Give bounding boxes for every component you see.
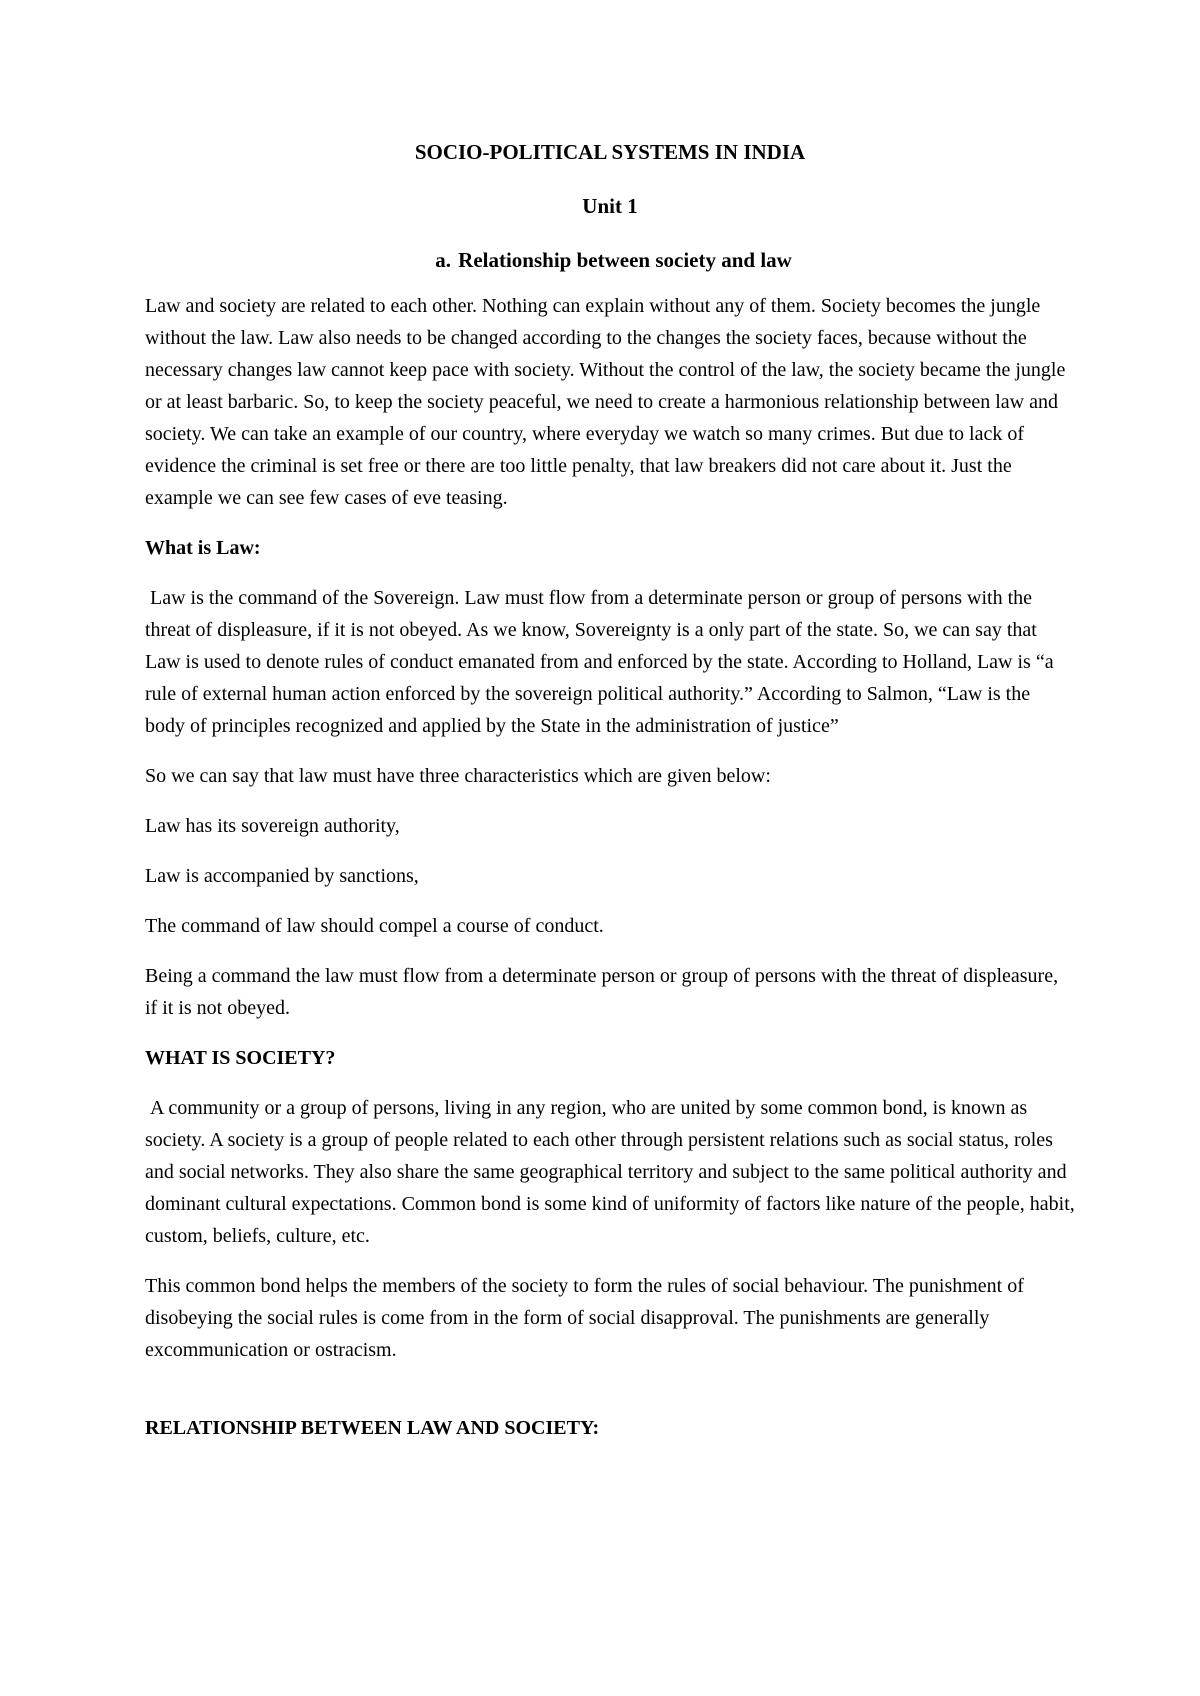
section-title bbox=[145, 244, 1075, 276]
what-is-society-paragraph: A community or a group of persons, living in any region, who are united by some common bond, is known as society. A society is a group of people related to each other through persistent relations such as social status, roles and social networks. They also share the same geographical territory and subject to the same political authority and dominant cultural expectations. Common bond is some kind of uniformity of factors like nature of the people, habit, custom, beliefs, culture, etc. bbox=[145, 1097, 1080, 1247]
relationship-heading: RELATIONSHIP BETWEEN LAW AND SOCIETY: bbox=[145, 1417, 600, 1439]
command-paragraph: Being a command the law must flow from a determinate person or group of persons with the threat of displeasure, if it is not obeyed. bbox=[145, 965, 1059, 1019]
what-is-law-heading: What is Law: bbox=[145, 537, 261, 559]
section-title-text: Relationship between society and law bbox=[458, 248, 792, 272]
characteristic-item-2: Law is accompanied by sanctions, bbox=[145, 865, 419, 887]
section-marker: a. bbox=[435, 248, 452, 272]
document-title: SOCIO-POLITICAL SYSTEMS IN INDIA bbox=[414, 140, 806, 164]
what-is-law-paragraph: Law is the command of the Sovereign. Law must flow from a determinate person or group of persons with the threat of displeasure, if it is not obeyed. As we know, Sovereignty is a only part of the state. So, we can say that Law is used to denote rules of conduct emanated from and enforced by the state. According to Holland, Law is “a rule of external human action enforced by the sovereign political authority.” According to Salmon, “Law is the body of principles recognized and applied by the State in the administration of justice” bbox=[145, 587, 1059, 737]
characteristic-item-3: The command of law should compel a course of conduct. bbox=[145, 915, 604, 937]
what-is-society-heading: WHAT IS SOCIETY? bbox=[145, 1047, 336, 1069]
characteristics-intro: So we can say that law must have three characteristics which are given below: bbox=[145, 765, 771, 787]
unit-title: Unit 1 bbox=[582, 194, 638, 218]
common-bond-paragraph: This common bond helps the members of the society to form the rules of social behaviour. The punishment of disobeying the social rules is come from in the form of social disapproval. The punishments are generally excommunication or ostracism. bbox=[145, 1275, 1024, 1361]
characteristic-item-1: Law has its sovereign authority, bbox=[145, 815, 400, 837]
document-page bbox=[145, 136, 1080, 1462]
intro-paragraph: Law and society are related to each other. Nothing can explain without any of them. Society becomes the jungle without the law. Law also needs to be changed according to the changes the society faces, because without the necessary changes law cannot keep pace with society. Without the control of the law, the society became the jungle or at least barbaric. So, to keep the society peaceful, we need to create a harmonious relationship between law and society. We can take an example of our country, where everyday we watch so many crimes. But due to lack of evidence the criminal is set free or there are too little penalty, that law breakers did not care about it. Just the example we can see few cases of eve teasing. bbox=[145, 295, 1066, 509]
